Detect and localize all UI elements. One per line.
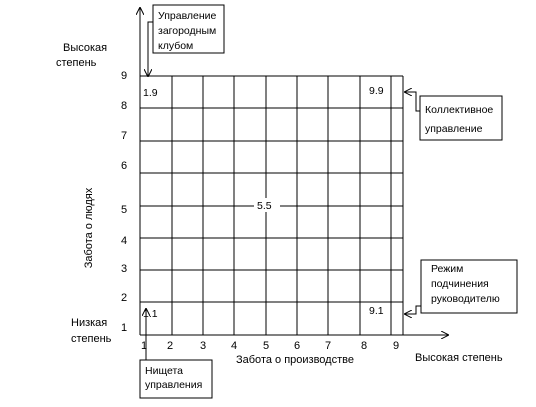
y-tick-8: 8 <box>120 100 128 112</box>
y-low-label-2: степень <box>71 333 112 345</box>
x-tick-1: 1 <box>140 340 148 352</box>
x-high-label: Высокая степень <box>415 352 503 364</box>
y-tick-3: 3 <box>120 263 128 275</box>
callout-country-club-line3: клубом <box>158 40 194 52</box>
callout-team-line2: управление <box>425 123 483 135</box>
y-tick-2: 2 <box>120 292 128 304</box>
callout-impoverished-line2: управления <box>145 379 203 391</box>
cell-9-9: 9.9 <box>369 85 384 97</box>
x-tick-labels <box>141 340 399 352</box>
callout-team-line1: Коллективное <box>425 104 494 116</box>
callout-authority-line2: подчинения <box>431 278 489 290</box>
y-high-label-2: степень <box>56 57 97 69</box>
y-tick-9: 9 <box>120 70 128 82</box>
y-low-label-1: Низкая <box>71 317 108 329</box>
callout-impoverished-line1: Нищета <box>145 365 183 377</box>
y-tick-labels <box>121 70 127 334</box>
callout-authority-arrow <box>405 306 421 314</box>
cell-1-1: 1.1 <box>143 308 158 320</box>
x-tick-2: 2 <box>166 340 174 352</box>
y-axis-title: Забота о людях <box>83 187 95 269</box>
x-tick-3: 3 <box>199 340 207 352</box>
callout-authority-line3: руководителю <box>431 293 500 305</box>
cell-5-5: 5.5 <box>257 200 272 212</box>
callout-country-club-line2: загородным <box>158 25 217 37</box>
callout-team-arrow <box>405 92 420 111</box>
y-tick-4: 4 <box>120 235 128 247</box>
cell-9-1: 9.1 <box>369 305 384 317</box>
y-tick-5: 5 <box>120 204 128 216</box>
x-tick-5: 5 <box>262 340 270 352</box>
y-tick-6: 6 <box>120 160 128 172</box>
y-tick-7: 7 <box>120 130 128 142</box>
callout-country-club-line1: Управление <box>158 10 217 22</box>
y-high-label-1: Высокая <box>63 42 108 54</box>
y-tick-1: 1 <box>120 322 128 334</box>
callout-authority-line1: Режим <box>431 263 464 275</box>
cell-1-9: 1.9 <box>143 87 158 99</box>
x-tick-8: 8 <box>360 340 368 352</box>
x-axis-title: Забота о производстве <box>236 354 354 366</box>
x-tick-7: 7 <box>324 340 332 352</box>
x-tick-9: 9 <box>392 340 400 352</box>
x-tick-6: 6 <box>293 340 301 352</box>
callout-country-club-arrow <box>148 22 153 76</box>
x-tick-4: 4 <box>230 340 238 352</box>
